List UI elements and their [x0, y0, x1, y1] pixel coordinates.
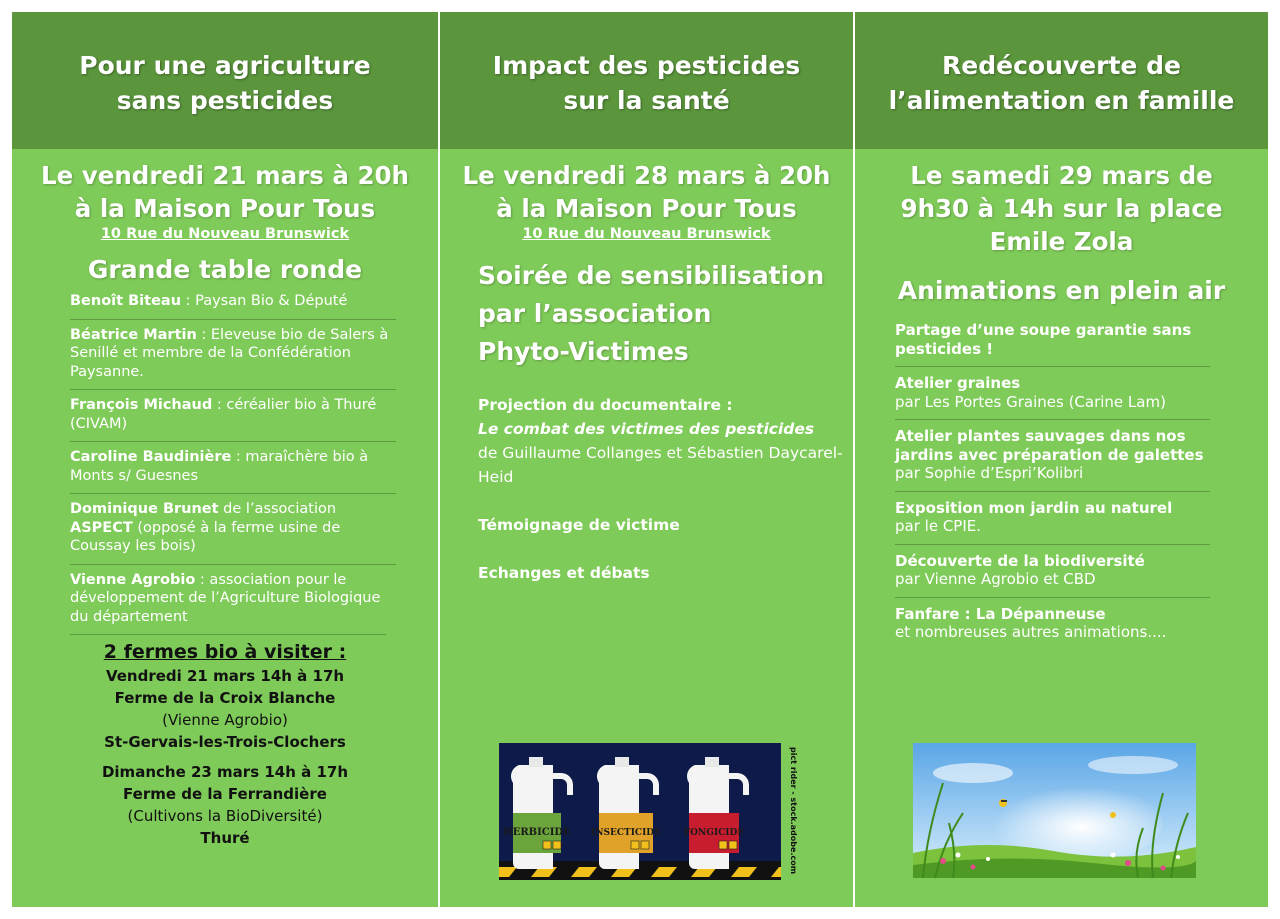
evening-subtitle — [478, 257, 853, 371]
pesticide-bottles-image — [499, 743, 781, 880]
date-line: Le vendredi 21 mars à 20h — [41, 161, 409, 190]
date-line: Le samedi 29 mars de — [910, 161, 1213, 190]
activity-title: Exposition mon jardin au naturel — [895, 498, 1173, 517]
speaker-name: ASPECT — [70, 519, 133, 536]
speaker-name: Benoît Biteau — [70, 293, 182, 309]
speaker-item — [70, 320, 396, 391]
activity-title: Fanfare : La Dépanneuse — [895, 604, 1106, 623]
event-date — [12, 159, 438, 225]
activity-item — [895, 367, 1210, 420]
speaker-name: Caroline Baudinière — [70, 449, 232, 465]
speaker-desc: de l’association — [218, 501, 337, 517]
evening-program — [478, 393, 843, 585]
speaker-desc: : Eleveuse bio de Salers à Senillé et membre de la Confédération Paysanne. — [70, 326, 389, 380]
activity-by: et nombreuses autres animations.... — [895, 623, 1167, 641]
header-line: Pour une agriculture — [79, 50, 371, 80]
subtitle-line: Phyto-Victimes — [478, 337, 689, 366]
speaker-item — [70, 565, 396, 635]
speaker-name: Béatrice Martin — [70, 326, 197, 343]
activity-list — [895, 321, 1210, 650]
subtitle-line: par l’association — [478, 299, 712, 328]
activity-title: Partage d’une soupe garantie sans pesticides ! — [895, 321, 1192, 358]
date-line: 9h30 à 14h sur la place — [900, 194, 1223, 223]
column-header — [855, 12, 1268, 149]
activity-item — [895, 420, 1210, 492]
speaker-name: Vienne Agrobio — [70, 571, 196, 588]
activity-item — [895, 598, 1210, 650]
activity-item — [895, 545, 1210, 598]
speaker-desc: : céréalier bio à Thuré (CIVAM) — [70, 397, 377, 432]
bottle-label: HERBICIDE — [503, 827, 571, 838]
bottles-illustration — [499, 743, 781, 880]
header-line: l’alimentation en famille — [888, 85, 1235, 115]
activity-item — [895, 321, 1210, 367]
meadow-illustration — [913, 743, 1196, 878]
visit-place: Thuré — [200, 829, 250, 847]
visit-when: Vendredi 21 mars 14h à 17h — [105, 667, 345, 685]
event-address: 10 Rue du Nouveau Brunswick — [522, 226, 771, 242]
section-title: Animations en plein air — [897, 276, 1226, 305]
visit-farm: Ferme de la Ferrandière — [123, 785, 327, 803]
speaker-item — [70, 494, 396, 565]
activity-by: par Sophie d’Espri’Kolibri — [895, 464, 1084, 482]
event-date — [440, 159, 853, 225]
section-title: Grande table ronde — [87, 255, 363, 284]
speaker-item — [70, 292, 396, 320]
farm-visits — [12, 639, 438, 849]
speaker-desc: : association pour le développement de l’Agriculture Biologique du département — [70, 571, 381, 625]
header-line: Impact des pesticides — [492, 50, 801, 80]
event-address: 10 Rue du Nouveau Brunswick — [100, 226, 350, 242]
activity-title: Découverte de la biodiversité — [895, 551, 1145, 570]
bottle-label: INSECTICIDE — [591, 828, 661, 838]
speaker-list — [70, 292, 396, 634]
header-line: sans pesticides — [116, 85, 334, 115]
divider — [70, 634, 386, 635]
date-line: à la Maison Pour Tous — [496, 194, 797, 223]
activity-by: par Les Portes Graines (Carine Lam) — [895, 392, 1166, 411]
date-line: Emile Zola — [989, 227, 1134, 256]
speaker-desc: (opposé à la ferme usine de Coussay les bois) — [70, 519, 341, 554]
film-title: Le combat des victimes des pesticides — [478, 420, 815, 438]
column-header — [440, 12, 853, 149]
event-date — [855, 159, 1268, 258]
speaker-item — [70, 442, 396, 494]
speaker-name: Dominique Brunet — [70, 501, 219, 517]
activity-title: Atelier plantes sauvages dans nos jardins avec préparation de galettes — [895, 427, 1204, 464]
visit-org: (Cultivons la BioDiversité) — [127, 807, 323, 825]
subtitle-line: Soirée de sensibilisation — [478, 261, 825, 290]
farms-title: 2 fermes bio à visiter : — [103, 641, 347, 663]
header-line: sur la santé — [563, 85, 730, 115]
activity-by: par le CPIE. — [895, 517, 982, 535]
credit-label: pict rider - stock.adobe.com — [789, 747, 798, 875]
date-line: à la Maison Pour Tous — [74, 194, 376, 223]
column-health — [440, 12, 853, 907]
credit-text — [788, 747, 800, 877]
speaker-name: François Michaud — [70, 397, 213, 413]
projection-label: Projection du documentaire : — [478, 396, 733, 414]
column-family — [855, 12, 1268, 907]
date-line: Le vendredi 28 mars à 20h — [462, 161, 831, 190]
bottle-label: FONGICIDE — [683, 828, 745, 838]
column-agriculture — [12, 12, 438, 907]
visit-farm: Ferme de la Croix Blanche — [114, 689, 336, 707]
activity-title: Atelier graines — [895, 374, 1021, 392]
column-header — [12, 12, 438, 149]
meadow-image — [913, 743, 1196, 878]
speaker-item — [70, 390, 396, 442]
speaker-desc: : Paysan Bio & Député — [181, 293, 348, 309]
speaker-desc: : maraîchère bio à Monts s/ Guesnes — [70, 449, 369, 484]
activity-by: par Vienne Agrobio et CBD — [895, 570, 1096, 588]
image-credit — [788, 747, 800, 877]
testimony: Témoignage de victime — [478, 516, 680, 534]
film-authors: de Guillaume Collanges et Sébastien Daycarel-Heid — [478, 444, 843, 486]
debate: Echanges et débats — [478, 564, 650, 582]
visit-org: (Vienne Agrobio) — [162, 711, 288, 729]
header-line: Redécouverte de — [942, 50, 1181, 80]
visit-place: St-Gervais-les-Trois-Clochers — [104, 733, 346, 751]
visit-when: Dimanche 23 mars 14h à 17h — [101, 763, 349, 781]
activity-item — [895, 492, 1210, 545]
